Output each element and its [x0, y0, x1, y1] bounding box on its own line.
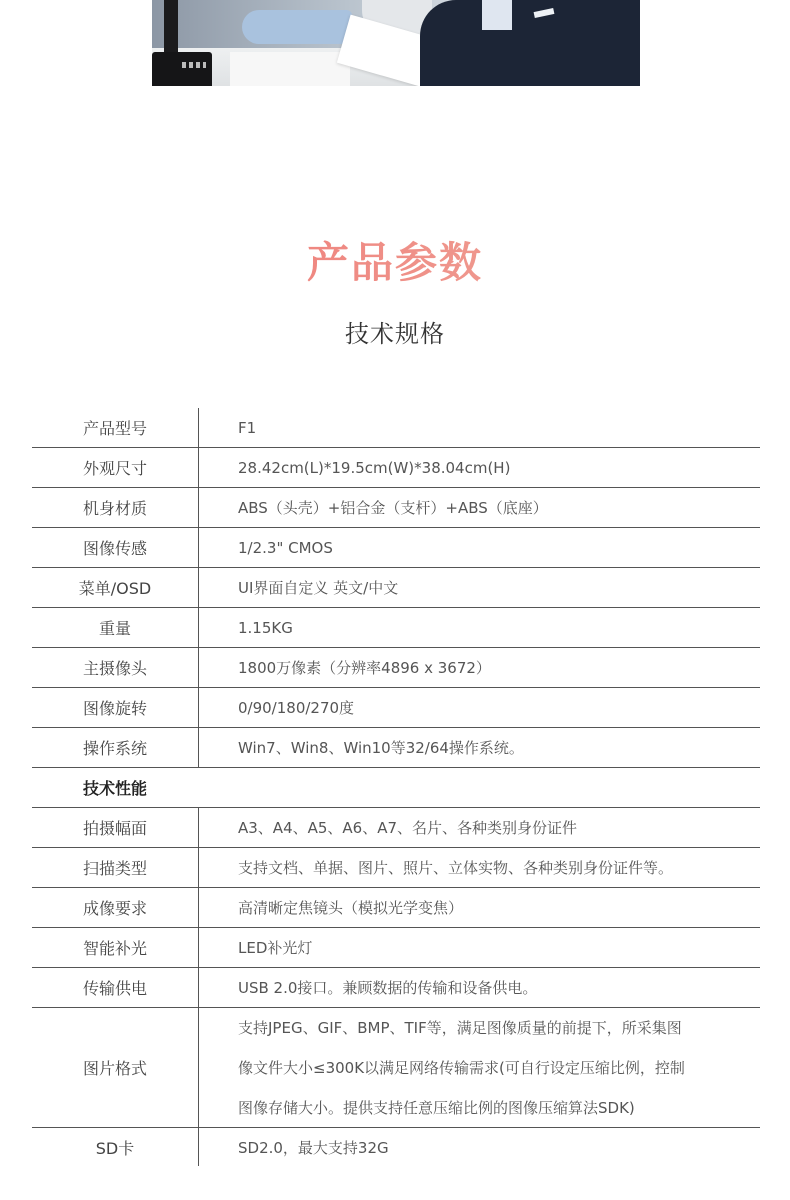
spec-label: 操作系统 — [32, 728, 199, 767]
spec-label: 机身材质 — [32, 488, 199, 527]
spec-value: UI界面自定义 英文/中文 — [238, 579, 399, 597]
spec-row — [32, 848, 760, 888]
spec-value: 1/2.3" CMOS — [238, 538, 333, 557]
spec-row — [32, 568, 760, 608]
spec-value: 支持文档、单据、图片、照片、立体实物、各种类别身份证件等。 — [238, 859, 674, 877]
spec-label: 重量 — [32, 608, 199, 647]
spec-value: USB 2.0接口。兼顾数据的传输和设备供电。 — [238, 979, 538, 997]
spec-value-multiline — [238, 1008, 760, 1127]
spec-label: 菜单/OSD — [32, 568, 199, 607]
spec-label: 传输供电 — [32, 968, 199, 1007]
spec-row — [32, 528, 760, 568]
spec-value: SD2.0，最大支持32G — [238, 1138, 389, 1157]
product-photo — [152, 0, 640, 86]
spec-value: 高清晰定焦镜头（模拟光学变焦） — [238, 899, 464, 917]
spec-row — [32, 1128, 760, 1166]
sleeve-shape — [242, 10, 352, 44]
section-title: 产品参数 — [0, 230, 790, 290]
spec-row — [32, 648, 760, 688]
spec-row — [32, 888, 760, 928]
spec-value: 1.15KG — [238, 618, 293, 637]
spec-label: 图像传感 — [32, 528, 199, 567]
spec-row — [32, 688, 760, 728]
spec-label: 拍摄幅面 — [32, 808, 199, 847]
spec-row — [32, 608, 760, 648]
spec-label: 图像旋转 — [32, 688, 199, 727]
spec-value: 28.42cm(L)*19.5cm(W)*38.04cm(H) — [238, 458, 511, 477]
spec-value: Win7、Win8、Win10等32/64操作系统。 — [238, 739, 524, 757]
person-suit — [420, 0, 640, 86]
spec-label: SD卡 — [32, 1128, 199, 1166]
spec-row — [32, 928, 760, 968]
scanner-arm — [164, 0, 178, 56]
spec-label: 扫描类型 — [32, 848, 199, 887]
spec-section-header — [32, 768, 760, 808]
spec-value: ABS（头壳）+铝合金（支杆）+ABS（底座） — [238, 499, 548, 517]
scanner-base — [152, 52, 212, 86]
spec-label: 图片格式 — [32, 1008, 199, 1127]
spec-value-line: 像文件大小≤300K以满足网络传输需求(可自行设定压缩比例，控制 — [238, 1059, 685, 1077]
spec-row — [32, 1008, 760, 1128]
spec-row — [32, 808, 760, 848]
spec-value: LED补光灯 — [238, 939, 313, 957]
spec-value: A3、A4、A5、A6、A7、名片、各种类别身份证件 — [238, 819, 578, 837]
spec-value-line: 支持JPEG、GIF、BMP、TIF等，满足图像质量的前提下，所采集图 — [238, 1019, 682, 1037]
spec-row — [32, 408, 760, 448]
spec-value-line: 图像存储大小。提供支持任意压缩比例的图像压缩算法SDK) — [238, 1099, 635, 1117]
spec-table — [32, 408, 760, 1166]
section-subtitle: 技术规格 — [345, 320, 445, 348]
spec-label: 成像要求 — [32, 888, 199, 927]
spec-row — [32, 448, 760, 488]
spec-label: 智能补光 — [32, 928, 199, 967]
spec-section-label: 技术性能 — [82, 779, 147, 798]
spec-value: 0/90/180/270度 — [238, 699, 355, 717]
spec-row — [32, 728, 760, 768]
spec-label: 主摄像头 — [32, 648, 199, 687]
spec-label: 产品型号 — [32, 408, 199, 447]
spec-value: 1800万像素（分辨率4896 x 3672） — [238, 659, 491, 677]
spec-label: 外观尺寸 — [32, 448, 199, 487]
spec-row — [32, 968, 760, 1008]
spec-value: F1 — [238, 418, 257, 437]
spec-row — [32, 488, 760, 528]
